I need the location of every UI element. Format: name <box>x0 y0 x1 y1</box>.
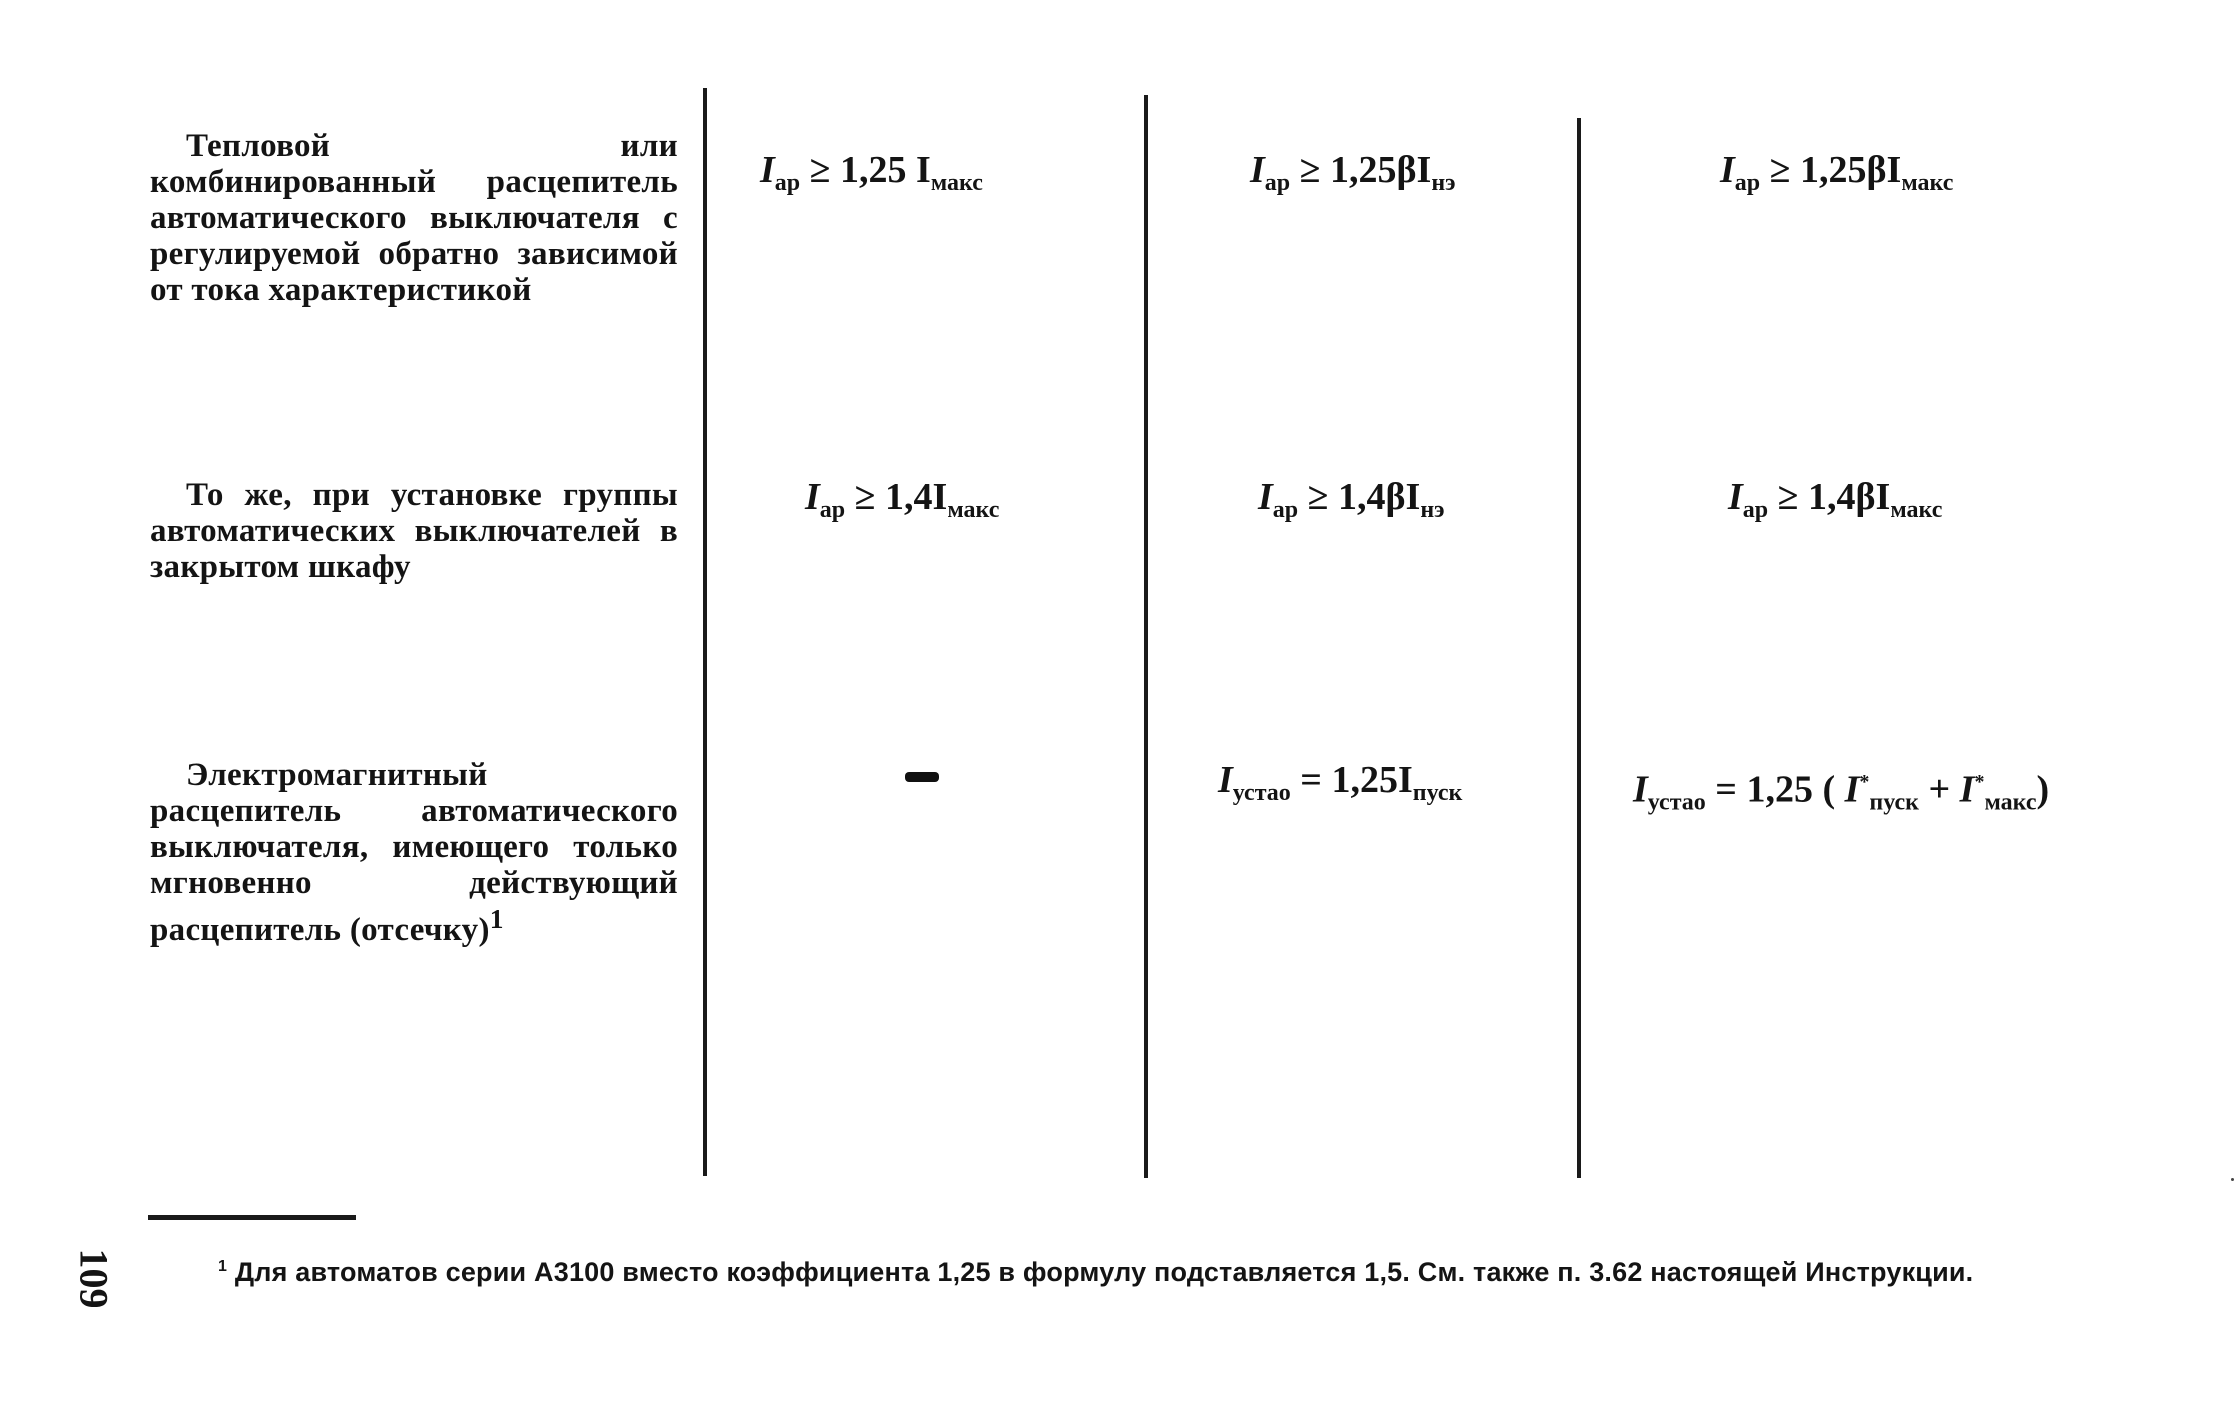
column-divider-2 <box>1144 95 1148 1178</box>
footnote-rule <box>148 1215 356 1220</box>
page-number: 109 <box>71 1248 117 1309</box>
footnote-reference: 1 <box>489 903 504 934</box>
row-2-description: То же, при установке группы автоматических выключателей в закрытом шкафу <box>150 477 678 585</box>
column-divider-1 <box>703 88 707 1176</box>
column-divider-3 <box>1577 118 1581 1178</box>
row-2-col-1-formula: $I_{ар} \ge 1,4I_{макс}$ <box>805 476 1000 523</box>
scan-speck <box>2231 1178 2234 1181</box>
row-3-col-1-dash <box>905 772 939 782</box>
row-3-col-3-formula: $I_{устао} = 1,25$ ( $I^*_{пуск} + I^*_{макс}$) <box>1633 768 2050 816</box>
row-3-description: Электромагнитный расцепитель автоматического выключателя, имеющего только мгновенно действующий расцепитель (отсечку)$^1$ <box>150 757 678 948</box>
footnote <box>218 1257 1973 1288</box>
row-2-col-2-formula: $I_{ар} \ge 1,4\beta I_{нэ}$ <box>1258 476 1445 523</box>
row-1-description: Тепловой или комбинированный расцепитель автоматического выключателя с регулируемой обратно зависимой от тока характеристикой <box>150 128 678 308</box>
footnote-mark: 1 <box>218 1258 228 1275</box>
footnote-text: Для автоматов серии А3100 вместо коэффициента 1,25 в формулу подставляется 1,5. См. также п. 3.62 настоящей Инструкции. <box>234 1257 1974 1287</box>
row-3-col-2-formula: $I_{устао} = 1,25I_{пуск}$ <box>1218 759 1463 806</box>
row-1-col-1-formula: $I_{ар} \ge 1,25$ $I_{макс}$ <box>760 149 983 196</box>
row-2-col-3-formula: $I_{ар} \ge 1,4\beta I_{макс}$ <box>1728 476 1943 523</box>
row-1-col-3-formula: $I_{ар} \ge 1,25\beta I_{макс}$ <box>1720 149 1954 196</box>
row-1-col-2-formula: $I_{ар} \ge 1,25\beta I_{нэ}$ <box>1250 149 1456 196</box>
